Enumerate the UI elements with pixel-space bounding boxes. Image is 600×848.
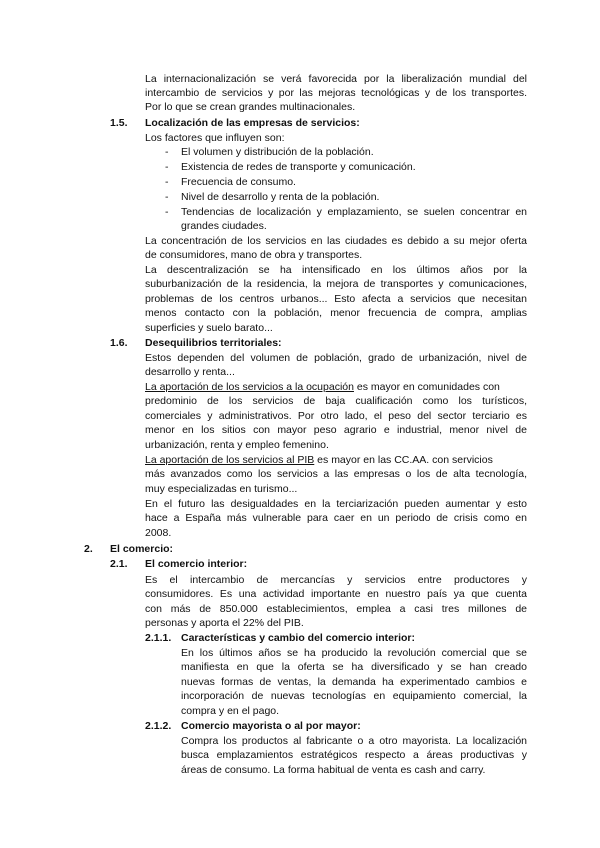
bullet-item-continued: grandes ciudades. (181, 220, 267, 232)
paragraph-line: menos contacto con la población, menor frecuencia de compra, amplias (145, 307, 527, 319)
text-run: es mayor en comunidades con (353, 381, 500, 393)
paragraph-line: personas y aporta el 22% del PIB. (145, 617, 304, 629)
paragraph-line: 2008. (145, 527, 172, 539)
bullet-mark: - (165, 176, 169, 188)
section-number-2-1-2: 2.1.2. (145, 720, 172, 732)
paragraph-line: más avanzados como los servicios a las empresas o los de alta tecnología, (145, 468, 527, 480)
section-heading-2-1-1: Características y cambio del comercio interior: (181, 632, 416, 644)
paragraph-line: Estos dependen del volumen de población, grado de urbanización, nivel de (145, 352, 527, 364)
section-number-1-6: 1.6. (110, 337, 128, 349)
paragraph-line: muy especializadas en turismo... (145, 483, 298, 495)
bullet-mark: - (165, 161, 169, 173)
underlined-phrase: La aportación de los servicios a la ocupación (145, 381, 354, 393)
section-number-2-1-1: 2.1.1. (145, 632, 172, 644)
paragraph-line: Compra los productos al fabricante o a otro mayorista. La localización (181, 735, 527, 747)
paragraph-line: urbanización, renta y empleo femenino. (145, 439, 329, 451)
section-1-5-lead: Los factores que influyen son: (145, 132, 285, 144)
paragraph-line: comerciales y administrativos. Por otro lado, el peso del sector terciario es (145, 410, 527, 422)
text-run: es mayor en las CC.AA. con servicios (314, 454, 493, 466)
bullet-item: El volumen y distribución de la población. (181, 146, 374, 158)
paragraph-line: desarrollo y renta... (145, 366, 235, 378)
paragraph-line: manifiesta en que la oferta se ha diversificado y se han creado (181, 661, 527, 673)
paragraph-line (145, 380, 527, 394)
section-heading-1-5: Localización de las empresas de servicios: (145, 117, 360, 129)
section-number-1-5: 1.5. (110, 117, 128, 129)
paragraph-line: suburbanización de la residencia, la mejora de transportes y comunicaciones, (145, 278, 527, 290)
section-heading-2-1: El comercio interior: (145, 558, 248, 570)
intro-line-3: Por lo que se crean grandes multinacionales. (145, 101, 356, 113)
paragraph-line: con más de 850.000 establecimientos, emplea a casi tres millones de (145, 603, 527, 615)
paragraph-line: consumidores. Es una actividad importante en nuestro país ya que cuenta (145, 588, 527, 600)
paragraph-line: Es el intercambio de mercancías y servicios entre productores y (145, 574, 527, 586)
section-number-2-1: 2.1. (110, 558, 128, 570)
paragraph-line: En el futuro las desigualdades en la terciarización pueden aumentar y esto (145, 498, 527, 510)
paragraph-line: de consumidores, mano de obra y transportes. (145, 249, 363, 261)
bullet-item: Tendencias de localización y emplazamiento, se suelen concentrar en (181, 206, 527, 218)
section-heading-2: El comercio: (110, 543, 174, 555)
paragraph-line (145, 453, 527, 467)
intro-line-2: intercambio de servicios y por las mejoras tecnológicas y de los transportes. (145, 87, 527, 99)
bullet-mark: - (165, 206, 169, 218)
paragraph-line: nuevas formas de ventas, la demanda ha experimentado cambios e (181, 676, 527, 688)
bullet-mark: - (165, 191, 169, 203)
paragraph-line: En los últimos años se ha producido la revolución comercial que se (181, 647, 527, 659)
bullet-item: Frecuencia de consumo. (181, 176, 296, 188)
paragraph-line: La descentralización se ha intensificado en los últimos años por la (145, 264, 527, 276)
paragraph-line: problemas de los centros urbanos... Esto afecta a servicios que necesitan (145, 293, 527, 305)
paragraph-line: áreas de consumo. La forma habitual de venta es cash and carry. (181, 764, 486, 776)
section-heading-2-1-2: Comercio mayorista o al por mayor: (181, 720, 361, 732)
paragraph-line: busca emplazamientos estratégicos respecto a áreas productivas y (181, 749, 527, 761)
underlined-phrase: La aportación de los servicios al PIB (145, 454, 315, 466)
bullet-item: Existencia de redes de transporte y comunicación. (181, 161, 416, 173)
paragraph-line: menor en los sitios con mayor peso agrario e industrial, menor nivel de (145, 424, 527, 436)
paragraph-line: La concentración de los servicios en las ciudades es debido a su mejor oferta (145, 235, 527, 247)
paragraph-line: incorporación de nuevas tecnologías en equipamiento comercial, la (181, 690, 527, 702)
section-number-2: 2. (84, 543, 93, 555)
intro-line-1: La internacionalización se verá favorecida por la liberalización mundial del (145, 73, 527, 85)
paragraph-line: hace a España más vulnerable para caer en un periodo de crisis como en (145, 512, 527, 524)
section-heading-1-6: Desequilibrios territoriales: (145, 337, 282, 349)
paragraph-line: superficies y suelo barato... (145, 322, 273, 334)
bullet-item: Nivel de desarrollo y renta de la población. (181, 191, 380, 203)
paragraph-line: predominio de los servicios de baja cualificación como los turísticos, (145, 395, 527, 407)
bullet-mark: - (165, 146, 169, 158)
paragraph-line: compra y en el pago. (181, 705, 280, 717)
